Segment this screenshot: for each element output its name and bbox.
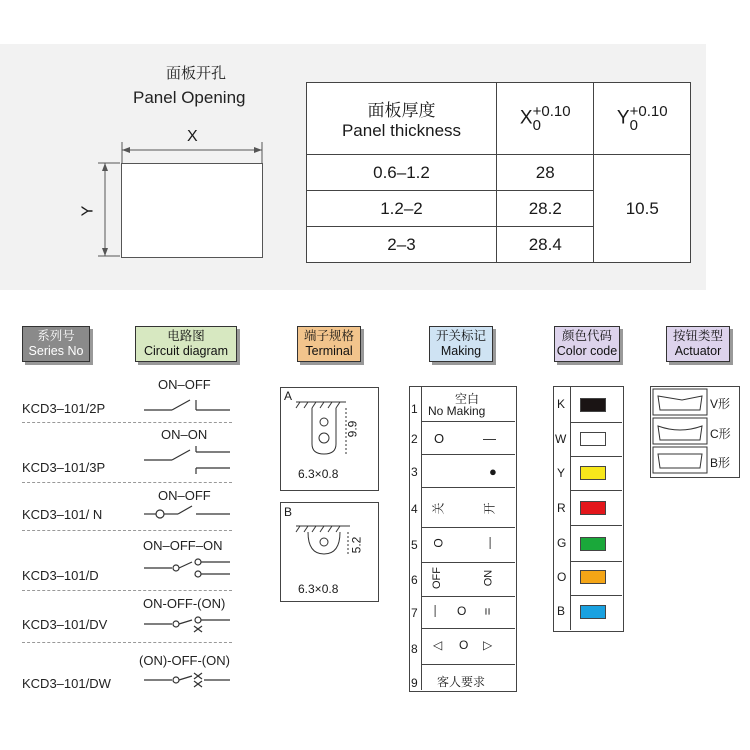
actuator-drawings [652,388,708,476]
making-row-line [421,454,515,455]
x-header: X [519,106,533,128]
color-row-line [570,456,622,457]
x-dimension-label: X [187,128,198,145]
x-value: 28 [496,155,594,191]
circuit-header-en: Circuit diagram [143,344,229,358]
actuator-header-cn: 按钮类型 [672,329,723,343]
circuit-header-cn: 电路图 [167,329,205,343]
color-row-line [570,595,622,596]
color-code: R [557,501,566,515]
making-symbol: — [483,431,496,446]
making-symbol: 关 [431,502,446,515]
color-code: W [555,432,567,446]
panel-opening-title-en: Panel Opening [133,88,246,107]
series-model: KCD3–101/DW [22,676,111,691]
making-row-line [421,421,515,422]
making-row-line [421,664,515,665]
series-header [22,326,90,362]
terminal-a-size: 6.3×0.8 [298,467,339,481]
color-swatch-yellow [580,466,606,480]
color-code: G [557,536,567,550]
x-value: 28.2 [496,191,594,227]
making-symbol: = [479,607,495,616]
color-code: Y [557,466,566,480]
making-blank-cn: 空白 [455,392,480,406]
circuit-header [135,326,237,362]
y-value: 10.5 [594,155,691,263]
thickness-value: 0.6–1.2 [307,155,497,191]
panel-opening-title-cn: 面板开孔 [166,65,227,82]
x-tolerance-low: 0 [532,116,541,134]
making-header-en: Making [440,344,482,358]
making-row-number: 9 [411,676,418,690]
series-model: KCD3–101/ N [22,507,103,522]
series-header-en: Series No [28,344,84,358]
y-header-cell [594,83,691,155]
terminal-b-letter: B [284,505,293,519]
circuit-label: ON–OFF–ON [143,538,223,553]
making-row-line [421,527,515,528]
color-swatch-green [580,537,606,551]
x-value: 28.4 [496,227,594,263]
color-code: B [557,604,566,618]
panel-thickness-table [306,82,691,263]
panel-opening-rectangle [121,163,263,258]
making-header-cn: 开关标记 [435,329,486,343]
making-symbol: O [434,431,445,446]
making-grid-divider [421,386,422,690]
color-row-line [570,525,622,526]
making-row-number: 3 [411,465,418,479]
series-model: KCD3–101/DV [22,617,108,632]
thickness-value: 2–3 [307,227,497,263]
actuator-header [666,326,730,362]
y-tolerance-low: 0 [629,116,638,134]
making-row-number: 4 [411,502,418,516]
terminal-a-dim: 9.9 [345,420,360,438]
making-symbol: OFF [431,567,443,589]
circuit-label: (ON)-OFF-(ON) [139,653,230,668]
making-row-number: 8 [411,642,418,656]
color-swatch-white [580,432,606,446]
terminal-b-size: 6.3×0.8 [298,582,339,596]
terminal-header [297,326,361,362]
circuit-label: ON-OFF-(ON) [143,596,226,611]
circuit-diagrams [138,390,238,700]
making-symbol: — [427,605,441,617]
making-symbol: — [482,537,496,549]
making-row-line [421,487,515,488]
color-header-en: Color code [556,344,618,358]
making-no-making: No Making [428,404,486,418]
making-row-line [421,596,515,597]
y-header: Y [616,106,630,128]
actuator-label: C形 [710,427,731,441]
making-row-number: 5 [411,538,418,552]
series-header-cn: 系列号 [37,329,75,343]
series-model: KCD3–101/3P [22,460,106,475]
circuit-label: ON–OFF [158,377,211,392]
circuit-label: ON–ON [161,427,208,442]
color-code: O [557,570,567,584]
making-row-line [421,628,515,629]
actuator-label: V形 [710,397,731,411]
color-code: K [557,397,566,411]
color-header [554,326,620,362]
making-row-number: 2 [411,432,418,446]
thickness-header-cell [307,83,497,155]
making-symbol: O [457,604,467,618]
making-symbol: ON [482,569,495,587]
actuator-label: B形 [710,456,731,470]
making-row-number: 1 [411,402,418,416]
actuator-header-en: Actuator [674,344,722,358]
color-swatch-black [580,398,606,412]
y-tolerance: +0.10 [629,102,668,120]
making-symbol: 开 [482,502,497,515]
x-header-cell [496,83,594,155]
color-swatch-orange [580,570,606,584]
making-symbol: O [431,538,446,548]
terminal-b-dim: 5.2 [349,536,364,554]
color-swatch-red [580,501,606,515]
thickness-value: 1.2–2 [307,191,497,227]
series-model: KCD3–101/D [22,568,99,583]
thickness-header-cn: 面板厚度 [367,101,436,120]
making-row-line [421,562,515,563]
terminal-a-letter: A [284,389,293,403]
terminal-header-en: Terminal [305,344,353,358]
x-tolerance: +0.10 [532,102,571,120]
making-symbol: ◁ [433,638,443,652]
color-row-line [570,422,622,423]
series-model: KCD3–101/2P [22,401,106,416]
making-symbol: ▷ [483,638,493,652]
making-symbol: O [459,638,469,652]
terminal-header-cn: 端子规格 [303,329,354,343]
color-row-line [570,490,622,491]
making-custom: 客人要求 [437,675,486,689]
color-swatch-blue [580,605,606,619]
y-dimension-label: Y [79,205,97,217]
making-header [429,326,493,362]
making-row-number: 7 [411,606,418,620]
color-header-cn: 颜色代码 [561,329,612,343]
thickness-header-en: Panel thickness [341,121,462,140]
making-symbol: ● [489,464,497,479]
circuit-label: ON–OFF [158,488,211,503]
making-row-number: 6 [411,573,418,587]
color-row-line [570,561,622,562]
